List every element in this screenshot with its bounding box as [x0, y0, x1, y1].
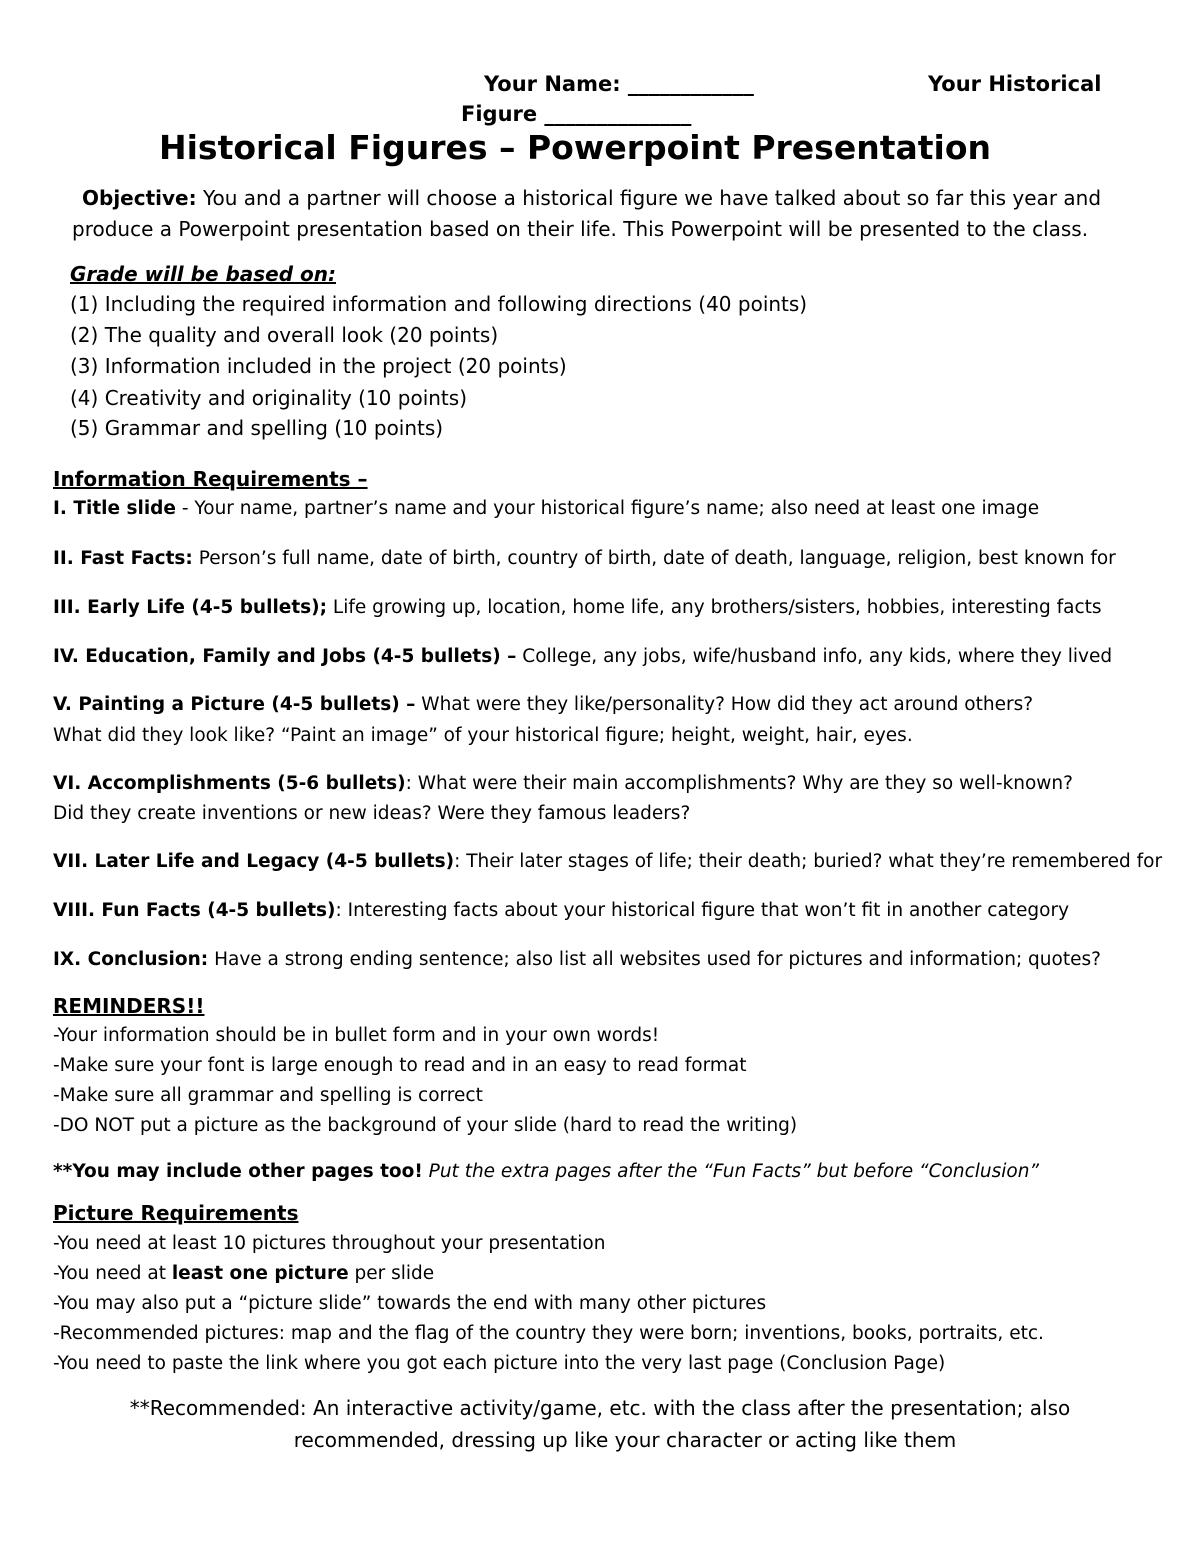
grade-item: (4) Creativity and originality (10 points) [70, 386, 467, 410]
picture-heading: Picture Requirements [53, 1201, 299, 1225]
info-item-title-slide [53, 497, 1039, 521]
info-item-later-life [53, 850, 1162, 874]
reminder-item: -Make sure all grammar and spelling is correct [53, 1085, 483, 1106]
info-item-label: IX. Conclusion: [53, 949, 209, 970]
objective-label: Objective: [82, 186, 197, 210]
info-item-label: IV. Education, Family and Jobs (4-5 bullets) – [53, 646, 517, 667]
objective-line-1 [82, 186, 1101, 210]
info-heading: Information Requirements – [53, 467, 368, 491]
reminders-heading: REMINDERS!! [53, 994, 205, 1018]
picture-item: -You may also put a “picture slide” towards the end with many other pictures [53, 1293, 767, 1314]
info-item-label: V. Painting a Picture (4-5 bullets) – [53, 694, 416, 715]
reminder-item: -Your information should be in bullet form and in your own words! [53, 1025, 660, 1046]
grade-heading: Grade will be based on: [70, 262, 337, 286]
info-item-label: VI. Accomplishments (5-6 bullets) [53, 773, 406, 794]
picture-item: -Recommended pictures: map and the flag of the country they were born; inventions, books, portraits, etc. [53, 1323, 1044, 1344]
grade-item: (1) Including the required information and following directions (40 points) [70, 292, 808, 316]
picture-item: -You need to paste the link where you got each picture into the very last page (Conclusion Page) [53, 1353, 946, 1374]
recommended-line-2: recommended, dressing up like your character or acting like them [293, 1428, 957, 1452]
info-item-early-life [53, 596, 1102, 620]
info-item-text: : Interesting facts about your historical figure that won’t fit in another category [335, 900, 1070, 921]
info-item-label: VII. Later Life and Legacy (4-5 bullets) [53, 851, 455, 872]
your-name-label: Your Name: ____________ [484, 72, 754, 96]
picture-item-bold: least one picture [171, 1263, 349, 1284]
info-item-accomplishments [53, 772, 1073, 796]
info-item-label: I. Title slide [53, 498, 176, 519]
info-item-text: Life growing up, location, home life, any brothers/sisters, hobbies, interesting facts [327, 597, 1102, 618]
picture-item-part: -You need at [53, 1263, 172, 1284]
info-item-text: Person’s full name, date of birth, country of birth, date of death, language, religion, best known for [192, 548, 1116, 569]
info-item-text: Have a strong ending sentence; also list all websites used for pictures and information; quotes? [208, 949, 1101, 970]
reminder-item: -DO NOT put a picture as the background of your slide (hard to read the writing) [53, 1115, 798, 1136]
objective-line-2: produce a Powerpoint presentation based on their life. This Powerpoint will be presented to the class. [72, 217, 1089, 241]
info-item-label: VIII. Fun Facts (4-5 bullets) [53, 900, 336, 921]
picture-item-part: per slide [348, 1263, 435, 1284]
info-item-conclusion [53, 948, 1101, 972]
info-item-accomplishments-cont: Did they create inventions or new ideas? Were they famous leaders? [53, 803, 691, 824]
info-item-text: - Your name, partner’s name and your historical figure’s name; also need at least one image [175, 498, 1040, 519]
info-item-painting-picture [53, 693, 1033, 717]
info-item-education [53, 645, 1112, 669]
historical-figure-label-a: Your Historical [928, 72, 1102, 96]
objective-text-1: You and a partner will choose a historical figure we have talked about so far this year and [196, 186, 1102, 210]
info-item-fun-facts [53, 899, 1069, 923]
info-item-label: II. Fast Facts: [53, 548, 193, 569]
reminder-item: -Make sure your font is large enough to read and in an easy to read format [53, 1055, 747, 1076]
info-item-text: What were they like/personality? How did they act around others? [415, 694, 1034, 715]
grade-item: (3) Information included in the project (20 points) [70, 354, 567, 378]
info-item-label: III. Early Life (4-5 bullets); [53, 597, 328, 618]
extra-pages-note [53, 1160, 1039, 1184]
grade-item: (2) The quality and overall look (20 points) [70, 323, 499, 347]
picture-item: -You need at least 10 pictures throughout your presentation [53, 1233, 606, 1254]
info-item-fast-facts [53, 547, 1116, 571]
recommended-line-1: **Recommended: An interactive activity/game, etc. with the class after the presentation; also [129, 1396, 1071, 1420]
extra-pages-bold: **You may include other pages too! [53, 1161, 423, 1182]
info-item-text: : What were their main accomplishments? Why are they so well-known? [405, 773, 1073, 794]
page-title: Historical Figures – Powerpoint Presentation [159, 128, 991, 167]
historical-figure-label-b: Figure ______________ [461, 102, 692, 126]
grade-item: (5) Grammar and spelling (10 points) [70, 416, 444, 440]
extra-pages-italic: Put the extra pages after the “Fun Facts” but before “Conclusion” [422, 1161, 1040, 1182]
picture-item [53, 1262, 434, 1286]
info-item-text: College, any jobs, wife/husband info, any kids, where they lived [516, 646, 1113, 667]
info-item-painting-picture-cont: What did they look like? “Paint an image” of your historical figure; height, weight, hair, eyes. [53, 725, 913, 746]
info-item-text: : Their later stages of life; their death; buried? what they’re remembered for [454, 851, 1163, 872]
